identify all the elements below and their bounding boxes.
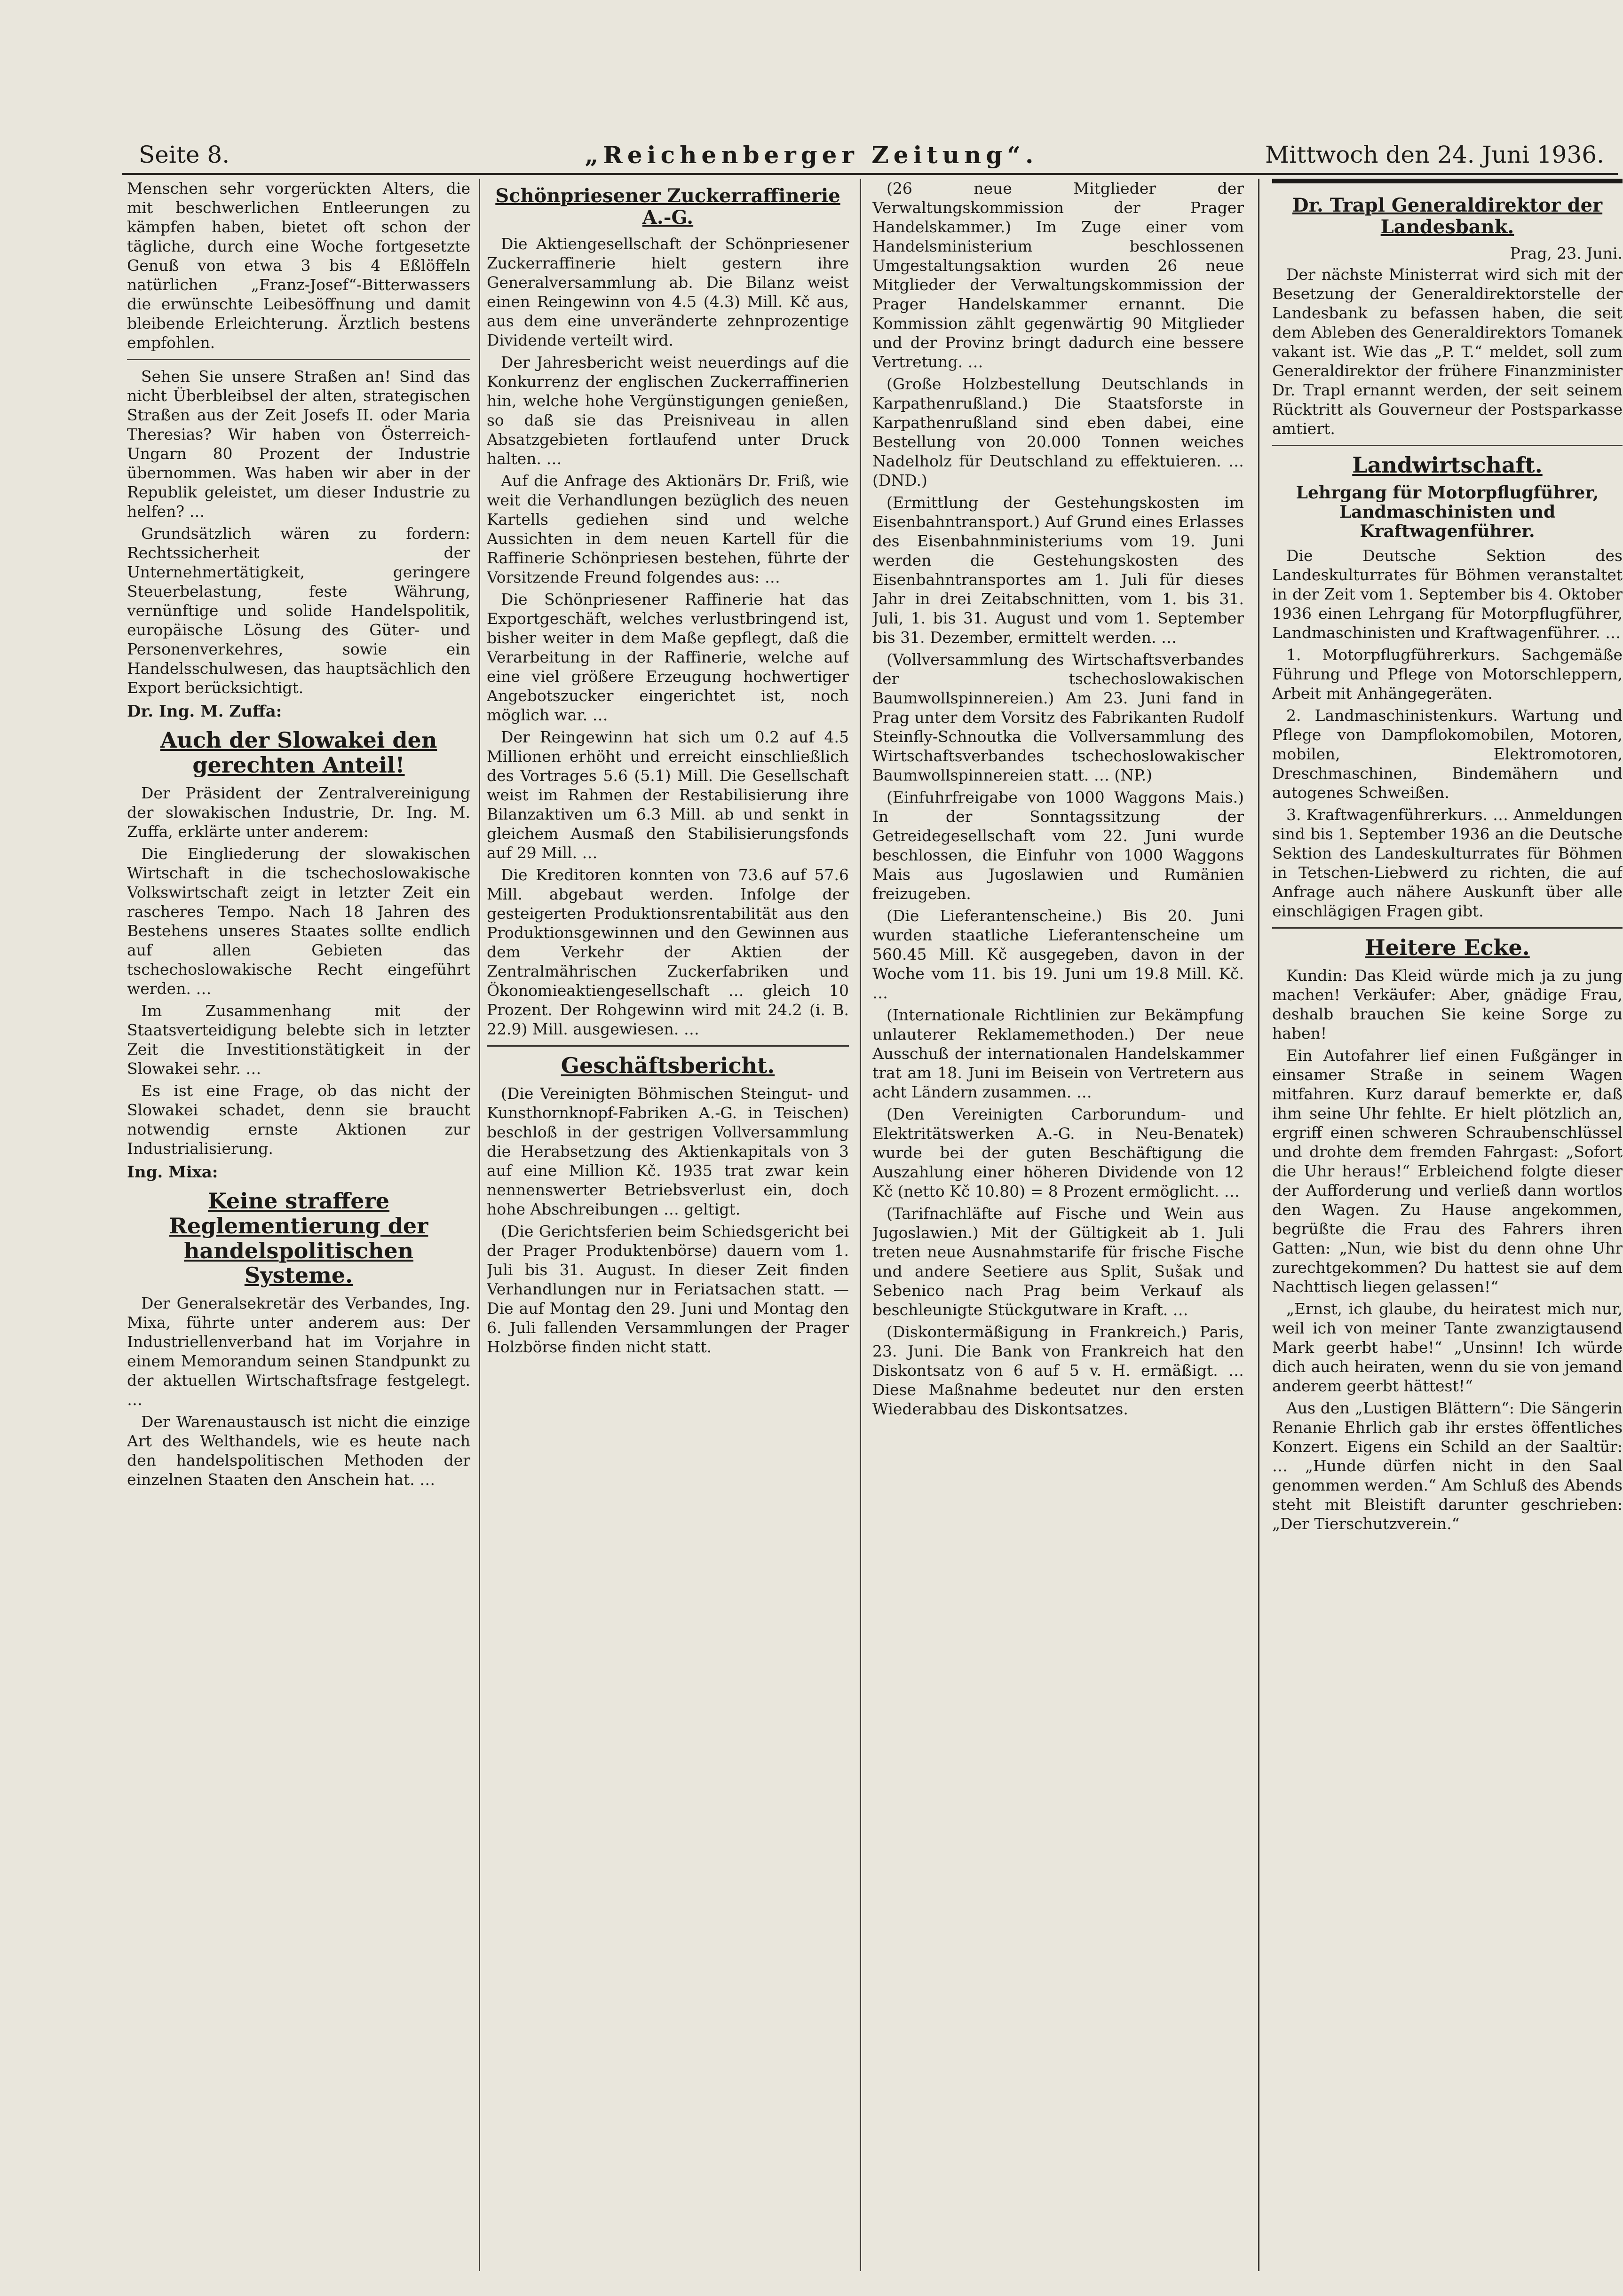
- divider: [1272, 927, 1623, 929]
- article-headline: Keine straffere Reglementierung der handelspolitischen Systeme.: [169, 1188, 428, 1288]
- article-paragraph: Der Warenaustausch ist nicht die einzige Art des Welthandels, wie es heute nach den handelspolitischen Methoden der einzelnen Staaten den Anschein hat. …: [127, 1412, 470, 1489]
- issue-date: Mittwoch den 24. Juni 1936.: [1265, 141, 1604, 168]
- news-item: (Diskontermäßigung in Frankreich.) Paris, 23. Juni. Die Bank von Frankreich hat den Diskontsatz von 6 auf 5 v. H. ermäßigt. … Diese Maßnahme bedeutet nur den ersten Wiederabbau des Diskontsatzes.: [872, 1323, 1244, 1418]
- news-item: (26 neue Mitglieder der Verwaltungskommission der Prager Handelskammer.) Im Zuge einer vom Handelsministerium beschlossenen Umgestaltungsaktion wurden 26 neue Mitglieder der Verwaltungskommission der Prager Handelskammer ernannt. Die Kommission zählt gegenwärtig 90 Mitglieder und der Provinz bringt dadurch eine bessere Vertretung. …: [872, 179, 1244, 371]
- article-paragraph: Die Kreditoren konnten von 73.6 auf 57.6 Mill. abgebaut werden. Infolge der gesteigerten Produktionsrentabilität aus den Produktionsgewinnen und den Gewinnen aus dem Verkehr der Aktien der Zentralmährischen Zuckerfabriken und Ökonomieaktiengesellschaft … gleich 10 Prozent. Der Rohgewinn wird mit 24.2 (i. B. 22.9) Mill. ausgewiesen. …: [487, 866, 849, 1038]
- article-paragraph: (Die Vereinigten Böhmischen Steingut- und Kunsthornknopf-Fabriken A.-G. in Teischen) beschloß in der gestrigen Vollversammlung die Herabsetzung des Aktienkapitals von 3 auf eine Million Kč. 1935 trat zwar kein nennenswerter Betriebsverlust ein, doch hohe Abschreibungen … geltigt.: [487, 1084, 849, 1218]
- news-item: (Die Lieferantenscheine.) Bis 20. Juni wurden staatliche Lieferantenscheine um 560.45 Mill. Kč ausgegeben, davon in der Woche vom 11. bis 19. Juni um 19.8 Mill. Kč. …: [872, 907, 1244, 1002]
- article-paragraph: Die Deutsche Sektion des Landeskulturrates für Böhmen veranstaltet in der Zeit vom 1. September bis 4. Oktober 1936 einen Lehrgang für Motorpflugführer, Landmaschinisten und Kraftwagenführer. …: [1272, 546, 1623, 642]
- column-4: [1272, 179, 1623, 2271]
- article-paragraph: Der nächste Ministerrat wird sich mit der Besetzung der Generaldirektorstelle der Landesbank zu befassen haben, die seit dem Ableben des Generaldirektors Tomanek vakant ist. Wie das „P. T.“ meldet, soll zum Generaldirektor der frühere Finanzminister Dr. Trapl ernannt werden, der seit seinem Rücktritt als Gouverneur der Postsparkasse amtiert.: [1272, 265, 1623, 438]
- divider: [1272, 445, 1623, 446]
- article-paragraph: Die Eingliederung der slowakischen Wirtschaft in die tschechoslowakische Volkswirtschaft zeigt in letzter Zeit ein rascheres Tempo. Nach 18 Jahren des Bestehens unseres Staates sollte endlich auf allen Gebieten das tschechoslowakische Recht eingeführt werden. …: [127, 844, 470, 998]
- article-paragraph: (Die Gerichtsferien beim Schiedsgericht bei der Prager Produktenbörse) dauern vom 1. Juli bis 31. August. In dieser Zeit finden Verhandlungen nur in Feriatsachen statt. — Die auf Montag den 29. Juni und Montag den 6. Juli fallenden Versammlungen der Prager Holzbörse finden nicht statt.: [487, 1222, 849, 1356]
- header-rule: [122, 173, 1618, 175]
- article-paragraph: 1. Motorpflugführerkurs. Sachgemäße Führung und Pflege von Motorschleppern, Arbeit mit Anhängegeräten.: [1272, 645, 1623, 702]
- column-divider: [479, 179, 480, 2271]
- advertisement-text: Menschen sehr vorgerückten Alters, die mit beschwerlichen Entleerungen zu kämpfen haben, bietet oft schon der tägliche, durch eine Woche fortgesetzte Genuß von etwa 3 bis 4 Eßlöffeln natürlichen „Franz-Josef“-Bitterwassers die erwünschte Leibesöffnung und damit bleibende Erleichterung. Ärztlich bestens empfohlen.: [127, 179, 470, 352]
- speaker-name: Ing. Mixa:: [127, 1162, 218, 1182]
- article-subheadline: Lehrgang für Motorpflugführer, Landmaschinisten und Kraftwagenführer.: [1296, 482, 1599, 541]
- column-divider: [860, 179, 861, 2271]
- column-2: [487, 179, 849, 2271]
- news-item: (Einfuhrfreigabe von 1000 Waggons Mais.) In der Sonntagssitzung der Getreidegesellschaft vom 22. Juni wurde beschlossen, die Einfuhr von 1000 Waggons Mais aus Jugoslawien und Rumänien freizugeben.: [872, 788, 1244, 903]
- article-paragraph: Es ist eine Frage, ob das nicht der Slowakei schadet, denn sie braucht notwendig ernste Aktionen zur Industrialisierung.: [127, 1081, 470, 1158]
- news-item: (Tarifnachläfte auf Fische und Wein aus Jugoslawien.) Mit der Gültigkeit ab 1. Juli treten neue Ausnahmstarife für frische Fische und andere Seetiere aus Split, Sušak und Sebenico nach Prag beim Verkauf als beschleunigte Stückgutware in Kraft. …: [872, 1204, 1244, 1319]
- divider: [487, 1045, 849, 1047]
- news-item: (Ermittlung der Gestehungskosten im Eisenbahntransport.) Auf Grund eines Erlasses des Eisenbahnministeriums vom 19. Juni werden die Gestehungskosten des Eisenbahntransportes am 1. Juli für dieses Jahr in drei Zeitabschnitten, vom 1. bis 31. Juli, 1. bis 31. August und vom 1. September bis 31. Dezember, ermittelt werden. …: [872, 493, 1244, 647]
- article-paragraph: Grundsätzlich wären zu fordern: Rechtssicherheit der Unternehmertätigkeit, geringere Steuerbelastung, feste Währung, vernünftige und solide Handelspolitik, europäische Lösung des Güter- und Personenverkehres, sowie ein Handelsschulwesen, das hauptsächlich den Export berücksichtigt.: [127, 524, 470, 697]
- column-1: [127, 179, 470, 2271]
- divider: [127, 359, 470, 360]
- section-headline: Geschäftsbericht.: [561, 1053, 775, 1078]
- newspaper-title: „Reichenberger Zeitung“.: [585, 141, 1038, 169]
- speaker-name: Dr. Ing. M. Zuffa:: [127, 702, 282, 721]
- article-paragraph: Der Reingewinn hat sich um 0.2 auf 4.5 Millionen erhöht und erreicht einschließlich des Vortrages 5.6 (5.1) Mill. Die Gesellschaft weist im Rahmen der Restabilisierung ihre Bilanzaktiven um 6.3 Mill. ab und senkt in gleichem Ausmaß den Stabilisierungsfonds auf 29 Mill. …: [487, 728, 849, 862]
- section-headline: Landwirtschaft.: [1352, 452, 1543, 478]
- news-item: (Internationale Richtlinien zur Bekämpfung unlauterer Reklamemethoden.) Der neue Ausschuß der internationalen Handelskammer trat am 18. Juni im Beisein von Vertretern aus acht Ländern zusammen. …: [872, 1006, 1244, 1101]
- joke: Aus den „Lustigen Blättern“: Die Sängerin Renanie Ehrlich gab ihr erstes öffentliches Konzert. Eigens ein Schild an der Saaltür: … „Hunde dürfen nicht in den Saal genommen werden.“ Am Schluß des Abends steht mit Bleistift darunter geschrieben: „Der Tierschutzverein.“: [1272, 1398, 1623, 1533]
- article-paragraph: Auf die Anfrage des Aktionärs Dr. Friß, wie weit die Verhandlungen bezüglich des neuen Kartells gediehen sind und welche Aussichten in dem neuen Kartell für die Raffinerie Schönpriesen bestehen, führte der Vorsitzende Freund folgendes aus: …: [487, 472, 849, 586]
- article-headline: Dr. Trapl Generaldirektor der Landesbank.: [1292, 194, 1603, 238]
- article-paragraph: Der Präsident der Zentralvereinigung der slowakischen Industrie, Dr. Ing. M. Zuffa, erklärte unter anderem:: [127, 783, 470, 841]
- news-item: (Den Vereinigten Carborundum- und Elektritätswerken A.-G. in Neu-Benatek) wurde bei der guten Beschäftigung die Auszahlung einer höheren Dividende von 12 Kč (netto Kč 10.80) = 8 Prozent ermöglicht. …: [872, 1105, 1244, 1200]
- article-paragraph: Im Zusammenhang mit der Staatsverteidigung belebte sich in letzter Zeit die Investitionstätigkeit in der Slowakei sehr. …: [127, 1001, 470, 1078]
- column-3: [872, 179, 1244, 2271]
- article-paragraph: Sehen Sie unsere Straßen an! Sind das nicht Überbleibsel der alten, strategischen Straßen aus der Zeit Josefs II. oder Maria Theresias? Wir haben von Österreich-Ungarn 80 Prozent der Industrie übernommen. Was haben wir aber in der Republik geleistet, um dieser Industrie zu helfen? …: [127, 367, 470, 521]
- joke: „Ernst, ich glaube, du heiratest mich nur, weil ich von meiner Tante zwanzigtausend Mark geerbt habe!“ „Unsinn! Ich würde dich auch heiraten, wenn du sie von jemand anderem geerbt hättest!“: [1272, 1299, 1623, 1395]
- article-paragraph: 3. Kraftwagenführerkurs. … Anmeldungen sind bis 1. September 1936 an die Deutsche Sektion des Landeskulturrates für Böhmen in Tetschen-Liebwerd zu richten, die auf Anfrage auch nähere Auskunft über alle einschlägigen Fragen gibt.: [1272, 805, 1623, 920]
- page-number: Seite 8.: [139, 141, 230, 168]
- section-headline: Heitere Ecke.: [1365, 934, 1530, 960]
- joke: Kundin: Das Kleid würde mich ja zu jung machen! Verkäufer: Aber, gnädige Frau, deshalb brauchen Sie keine Sorge zu haben!: [1272, 966, 1623, 1042]
- article-paragraph: Die Aktiengesellschaft der Schönpriesener Zuckerraffinerie hielt gestern ihre Generalversammlung ab. Die Bilanz weist einen Reingewinn von 4.5 (4.3) Mill. Kč aus, aus dem eine unveränderte zehnprozentige Dividende verteilt wird.: [487, 235, 849, 349]
- article-paragraph: Der Jahresbericht weist neuerdings auf die Konkurrenz der englischen Zuckerraffinerien hin, welche hohe Vergünstigungen genießen, so daß sie das Preisniveau in allen Absatzgebieten fortlaufend unter Druck halten. …: [487, 353, 849, 468]
- news-item: (Große Holzbestellung Deutschlands in Karpathenrußland.) Die Staatsforste in Karpathenrußland sind eben dabei, eine Bestellung von 20.000 Tonnen weiches Nadelholz für Deutschland zu effektuieren. … (DND.): [872, 375, 1244, 489]
- article-paragraph: 2. Landmaschinistenkurs. Wartung und Pflege von Dampflokomobilen, Motoren, mobilen, Elektromotoren, Dreschmaschinen, Bindemähern und autogenes Schweißen.: [1272, 706, 1623, 802]
- news-item: (Vollversammlung des Wirtschaftsverbandes der tschechoslowakischen Baumwollspinnereien.) Am 23. Juni fand in Prag unter dem Vorsitz des Fabrikanten Rudolf Steinfly-Schnoutka die Vollversammlung des Wirtschaftsverbandes tschechoslowakischer Baumwollspinnereien statt. … (NP.): [872, 650, 1244, 784]
- article-headline: Auch der Slowakei den gerechten Anteil!: [160, 727, 437, 778]
- column-divider: [1258, 179, 1259, 2271]
- page-header: [0, 0, 1623, 174]
- joke: Ein Autofahrer lief einen Fußgänger in einsamer Straße in seinem Wagen mitfahren. Kurz darauf bemerkte er, daß ihm seine Uhr fehlte. Er hielt plötzlich an, ergriff einen schweren Schraubenschlüssel und drohte dem fremden Fahrgast: „Sofort die Uhr heraus!“ Erbleichend folgte dieser der Aufforderung und verließ dann wortlos den Wagen. Zu Hause angekommen, begrüßte die Frau des Fahrers ihren Gatten: „Nun, wie bist du denn ohne Uhr zurechtgekommen? Du hattest sie auf dem Nachttisch liegen gelassen!“: [1272, 1046, 1623, 1296]
- article-paragraph: Der Generalsekretär des Verbandes, Ing. Mixa, führte unter anderem aus: Der Industriellenverband hat im Vorjahre in einem Memorandum seinen Standpunkt zu der aktuellen Wirtschaftsfrage festgelegt. …: [127, 1294, 470, 1409]
- article-headline: Schönpriesener Zuckerraffinerie A.-G.: [495, 185, 840, 229]
- bordered-article: [1272, 179, 1623, 438]
- article-paragraph: Die Schönpriesener Raffinerie hat das Exportgeschäft, welches verlustbringend ist, bisher weiter in dem Maße gepflegt, daß die Verarbeitung in der Raffinerie, welche auf eine viel größere Erzeugung hochwertiger Angebotszucker eingerichtet ist, noch möglich war. …: [487, 590, 849, 724]
- dateline: Prag, 23. Juni.: [1510, 244, 1623, 262]
